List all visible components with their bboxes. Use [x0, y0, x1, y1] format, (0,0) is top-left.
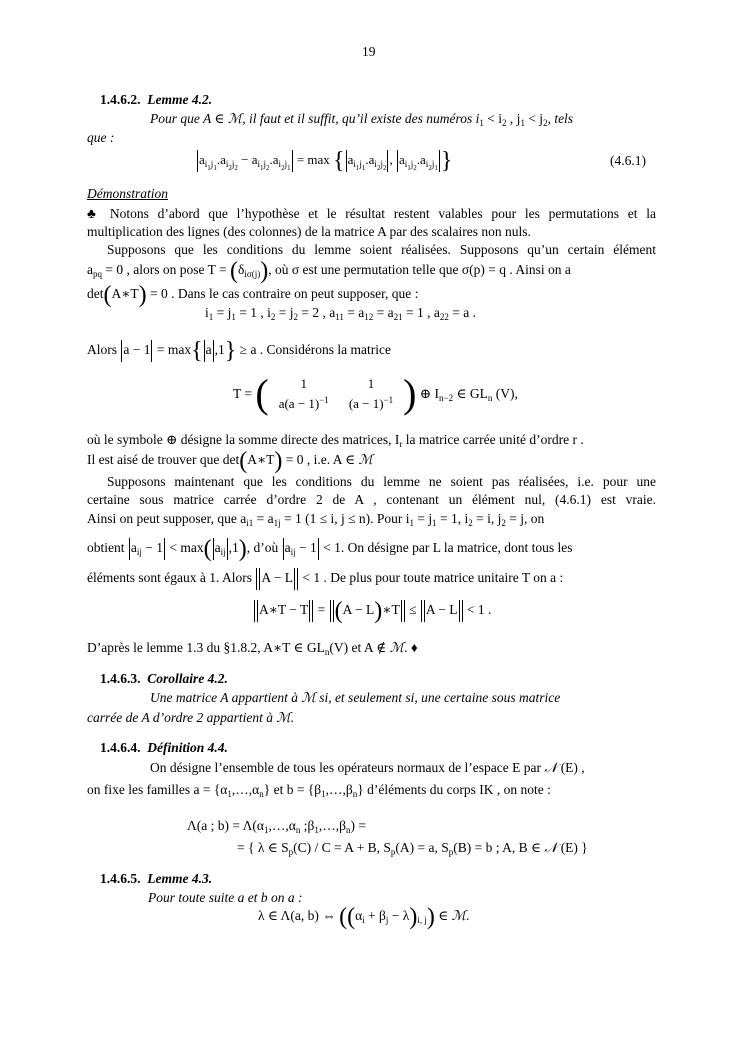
alors-text-b: ≥ a . Considérons la matrice — [236, 342, 392, 358]
ou-text-b: la matrice carrée unité d’ordre r . — [402, 432, 584, 447]
equation-lambda-def-l1: Λ(a ; $b) = \Lambda(\alpha_1,\dots,\alpha_n$ $;\beta_1,\dots,\beta_n$) = — [187, 818, 366, 835]
section-heading-definition-4-4 — [100, 740, 228, 756]
def-text-e: } et b = {β — [263, 782, 322, 797]
stmt-que: que : — [87, 130, 115, 145]
script-m-symbol: ℳ — [451, 908, 467, 924]
def-text-b: (E) , — [557, 760, 585, 775]
page-number: 19 — [362, 44, 376, 59]
p3-text-e: < 1. On désigne par L la matrice, dont tous les — [319, 540, 573, 556]
script-n-symbol: 𝒩 — [544, 840, 558, 856]
demonstration-heading: Démonstration — [87, 186, 168, 201]
section-number: 1.4.6.5. — [100, 871, 141, 886]
lemma-4-3-statement: Pour toute suite a et b on a : — [148, 890, 303, 905]
def-text-a: On désigne l’ensemble de tous les opérateurs normaux de l’espace E par — [150, 760, 545, 775]
script-m-symbol: ℳ — [301, 690, 316, 706]
demo-p3-l5: éléments sont égaux à 1. Alors A − L < 1 . De plus pour toute matrice unitaire T on a : — [87, 568, 563, 590]
demo-ou-l2: Il est aisé de trouver que det(A∗T) = 0 , i.e. A ∈ ℳ — [87, 447, 373, 474]
p2-text-c: = 0 . Dans le cas contraire on peut supposer, que : — [146, 286, 419, 301]
p2-text-a: = 0 , alors on pose T = — [102, 262, 230, 277]
section-number: 1.4.6.4. — [100, 740, 141, 755]
matrix-T-equation: T = ( 1 1 $a(a - 1)^{-1}$ $(a - 1)^{-1}$ ) ⊕ $I_{n-2}$ ∈ $GL_n$ (V), — [233, 371, 518, 416]
definition-l2: on fixe les familles $a = \{\alpha_1,\dots,\alpha_n\}$ et $b = \{\beta_1,\dots,\beta_n\}$ d’éléments du corps IK , on note : — [87, 782, 551, 799]
p2-text-b: , où σ est une permutation telle que σ(p) = q . Ainsi on a — [268, 262, 571, 277]
demo-ou-l1: où le symbole ⊕ désigne la somme directe des matrices, $I_r$ la matrice carrée unité d’ordre r . — [87, 432, 584, 449]
equation-label: (4.6.1) — [610, 153, 646, 168]
det-text: det — [87, 286, 104, 301]
ou-text-c: Il est aisé de trouver que det — [87, 452, 240, 467]
p3-text-f: éléments sont égaux à 1. Alors — [87, 570, 256, 586]
section-title: Définition 4.4. — [147, 740, 228, 755]
demo-dapres: D’après le lemme 1.3 du §1.8.2, A∗T ∈ $GL_n(V)$ et A ∉ ℳ. ♦ — [87, 640, 418, 657]
stmt-text-a: Pour que A ∈ — [150, 111, 228, 126]
ou-text-d: = 0 , i.e. A ∈ — [282, 452, 359, 467]
section-number: 1.4.6.2. — [100, 92, 141, 107]
demo-p1-l2: multiplication des lignes (des colonnes) de la matrice A par des scalaires non nuls. — [87, 224, 531, 239]
lemma-statement: Pour que A ∈ ℳ, il faut et il suffit, qu’il existe des numéros $i_1 < i_2$ , $j_1 < j_2$, tels — [150, 111, 574, 128]
corollary-l2: carrée de A d’ordre 2 appartient à ℳ. — [87, 710, 295, 726]
def-text-c: on fixe les familles a = {α — [87, 782, 228, 797]
script-m-symbol: ℳ — [389, 640, 405, 656]
def-text-f: } d’éléments du corps IK , on note : — [357, 782, 551, 797]
equation-lemma-4-3: λ ∈ Λ(a, b) ⇔ $((\alpha_i + \beta_j - \lambda)_{i, j})$ ∈ ℳ. — [258, 903, 470, 930]
cor-text-a: Une matrice A appartient à — [150, 690, 302, 705]
section-heading-corollaire-4-2 — [100, 671, 228, 687]
section-heading-lemme-4-3 — [100, 871, 212, 887]
equation-normalized-indices: $i_1 = j_1 = 1$ , $i_2 = j_2 = 2$ , $a_{11} = a_{12} = a_{21} = 1$ , $a_{22} = a$ . — [205, 305, 476, 322]
demo-p3-l2: certaine sous matrice carrée d’ordre 2 de A , contenant un élément nul, (4.6.1) est vraie. — [87, 492, 656, 507]
p3-text-b: (1 ≤ i, j ≤ n). Pour i — [305, 511, 410, 526]
dapres-text-b: (V) et A ∉ — [329, 640, 390, 655]
demo-p2-l1: Supposons que les conditions du lemme soient réalisées. Supposons qu’un certain élément — [107, 242, 656, 257]
equation-norm-inequality: A∗T − T = (A − L)∗T ≤ A − L < 1 . — [253, 600, 491, 622]
stmt-text-c: , tels — [547, 111, 574, 126]
script-n-symbol: 𝒩 — [544, 760, 558, 776]
alors-text-a: Alors — [87, 342, 121, 358]
script-m-symbol: ℳ — [358, 452, 373, 468]
p3-text-g: < 1 . De plus pour toute matrice unitaire T on a : — [298, 570, 564, 586]
demo-p3-l4: obtient $a_{ij} - 1 < \max$( $a_{ij}$ ,1), d’où $a_{ij} - 1 < 1$. On désigne par L la matrice, dont tous les — [87, 536, 573, 562]
demo-p2-l3: det(A∗T) = 0 . Dans le cas contraire on peut supposer, que : — [87, 281, 419, 308]
equation-4-6-1: $a_{i_1j_1}.a_{i_2j_2} - a_{i_1j_2}.a_{i_2j_1} = \max$ { $a_{i_1j_1}.a_{i_2j_2}$, $a_{i_1j_2}.a_{i_2j_1}$ } — [199, 148, 453, 174]
demo-p2-l2: $a_{pq} = 0$ , alors on pose $T = (\delta_{i\sigma(j)})$, où σ est une permutation telle que σ(p) = q . Ainsi on a — [87, 257, 571, 284]
section-heading-lemme-4-2 — [100, 92, 212, 108]
p3-text-d: , d’où — [246, 540, 282, 556]
ou-text-a: où le symbole ⊕ désigne la somme directe des matrices, I — [87, 432, 400, 447]
cor-text-c: carrée de A d’ordre 2 appartient à — [87, 710, 277, 725]
demo-p3-l3: Ainsi on peut supposer, que $a_{i1} = a_{1j} = 1$ (1 ≤ i, j ≤ n). Pour $i_1 = j_1 = 1$, $i_2 = i$, $j_2 = j$, on — [87, 511, 545, 528]
section-title: Lemme 4.2. — [147, 92, 213, 107]
equation-lambda-def-l2: = { λ ∈ $S_p(C) / C = A + B$, $S_p(A) = a$, $S_p(B) = b$ ; A, B ∈ 𝒩 (E) } — [237, 840, 588, 857]
def-text-d: ,…,α — [231, 782, 260, 797]
definition-l1 — [150, 760, 585, 776]
dapres-text-a: D’après le lemme 1.3 du §1.8.2, A∗T ∈ GL — [87, 640, 325, 655]
section-number: 1.4.6.3. — [100, 671, 141, 686]
demo-alors: Alors a − 1 = max{ a ,1} ≥ a . Considérons la matrice — [87, 338, 392, 364]
section-title: Lemme 4.3. — [147, 871, 213, 886]
script-m-symbol: ℳ — [276, 710, 291, 726]
corollary-l1 — [150, 690, 560, 706]
section-title: Corollaire 4.2. — [147, 671, 228, 686]
cor-text-b: si, et seulement si, une certaine sous matrice — [315, 690, 561, 705]
demo-p1-l1: ♣ Notons d’abord que l’hypothèse et le résultat restent valables pour les permutations et la — [87, 206, 656, 221]
script-m-symbol: ℳ — [227, 111, 243, 127]
dapres-text-c: . ♦ — [404, 640, 418, 655]
stmt-text-b: , il faut et il suffit, qu’il existe des numéros i — [242, 111, 480, 126]
demo-p3-l1: Supposons maintenant que les conditions du lemme ne soient pas réalisées, i.e. pour une — [107, 474, 656, 489]
p3-text-a: Ainsi on peut supposer, que a — [87, 511, 247, 526]
p3-text-c: obtient — [87, 540, 128, 556]
